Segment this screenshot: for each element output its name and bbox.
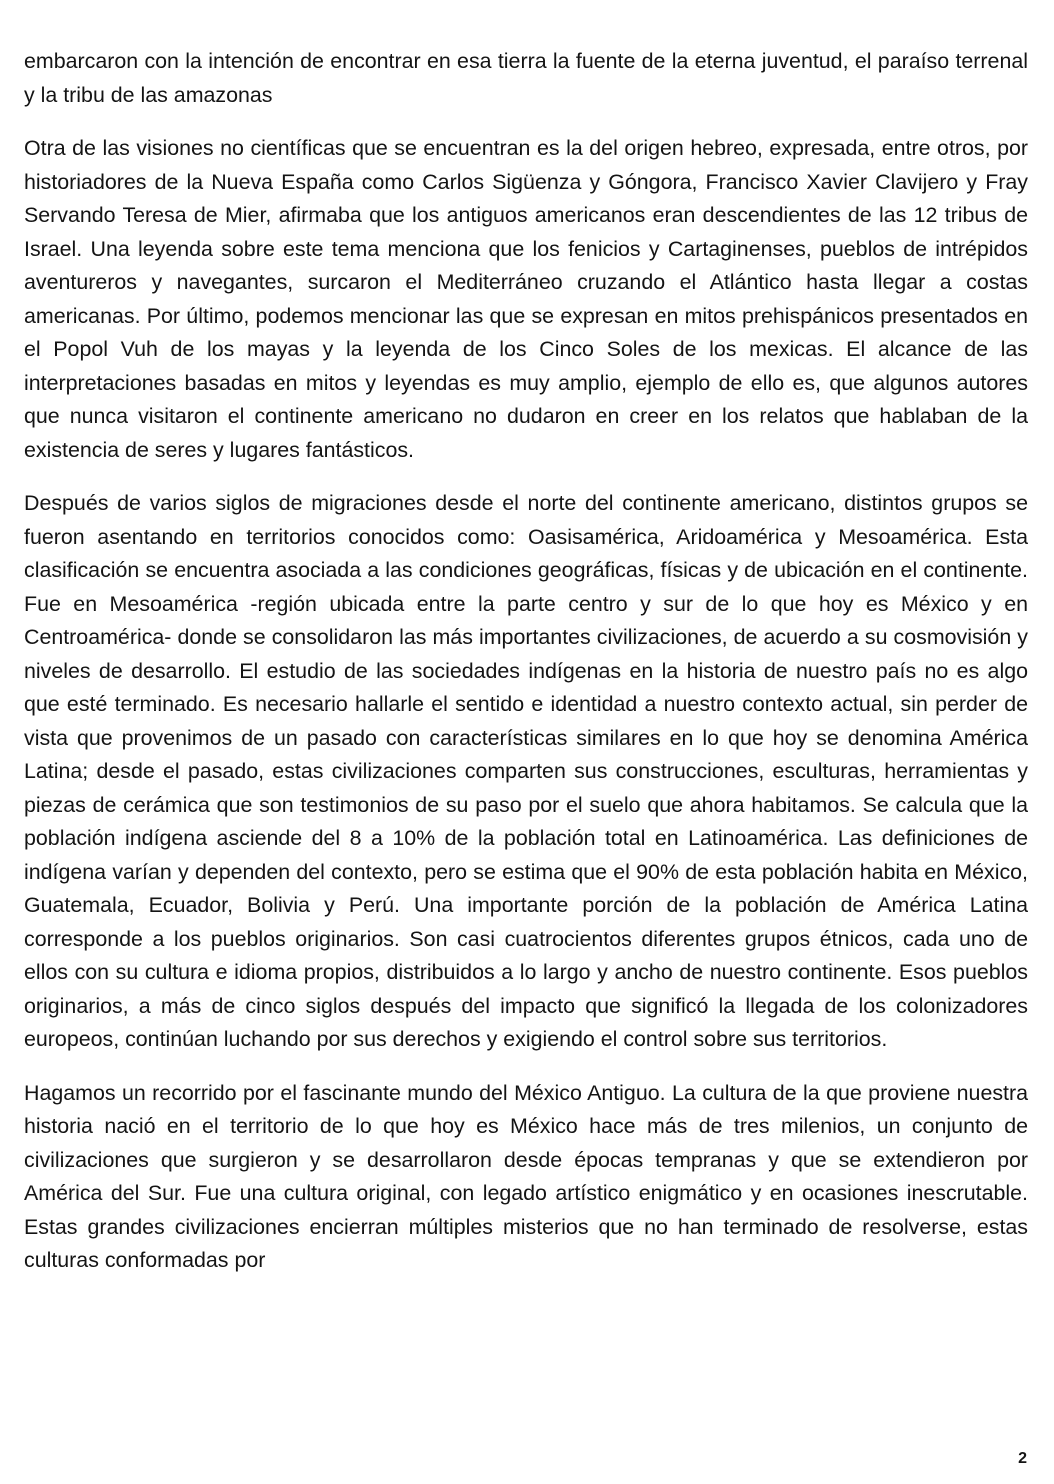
paragraph-hebrew-origin: Otra de las visiones no científicas que se encuentran es la del origen hebreo, expresada, entre otros, por historiadores de la Nueva España como Carlos Sigüenza y Góngora, Francisco Xavier Clavijero y Fray Servando Teresa de Mier, afirmaba que los antiguos americanos eran descendientes de las 12 tribus de Israel. Una leyenda sobre este tema menciona que los fenicios y Cartaginenses, pueblos de intrépidos aventureros y navegantes, surcaron el Mediterráneo cruzando el Atlántico hasta llegar a costas americanas. Por último, podemos mencionar las que se expresan en mitos prehispánicos presentados en el Popol Vuh de los mayas y la leyenda de los Cinco Soles de los mexicas. El alcance de las interpretaciones basadas en mitos y leyendas es muy amplio, ejemplo de ello es, que algunos autores que nunca visitaron el continente americano no dudaron en creer en los relatos que hablaban de la existencia de seres y lugares fantásticos. xyxy=(24,136,1028,462)
page-number: 2 xyxy=(1018,1450,1027,1467)
document-page xyxy=(24,45,1028,1278)
paragraph-migrations: Después de varios siglos de migraciones desde el norte del continente americano, distintos grupos se fueron asentando en territorios conocidos como: Oasisamérica, Aridoamérica y Mesoamérica. Esta clasificación se encuentra asociada a las condiciones geográficas, físicas y de ubicación en el continente. Fue en Mesoamérica -región ubicada entre la parte centro y sur de lo que hoy es México y en Centroamérica- donde se consolidaron las más importantes civilizaciones, de acuerdo a su cosmovisión y niveles de desarrollo. El estudio de las sociedades indígenas en la historia de nuestro país no es algo que esté terminado. Es necesario hallarle el sentido e identidad a nuestro contexto actual, sin perder de vista que provenimos de un pasado con características similares en lo que hoy se denomina América Latina; desde el pasado, estas civilizaciones comparten sus construcciones, esculturas, herramientas y piezas de cerámica que son testimonios de su paso por el suelo que ahora habitamos. Se calcula que la población indígena asciende del 8 a 10% de la población total en Latinoamérica. Las definiciones de indígena varían y dependen del contexto, pero se estima que el 90% de esta población habita en México, Guatemala, Ecuador, Bolivia y Perú. Una importante porción de la población de América Latina corresponde a los pueblos originarios. Son casi cuatrocientos diferentes grupos étnicos, cada uno de ellos con su cultura e idioma propios, distribuidos a lo largo y ancho de nuestro continente. Esos pueblos originarios, a más de cinco siglos después del impacto que significó la llegada de los colonizadores europeos, continúan luchando por sus derechos y exigiendo el control sobre sus territorios. xyxy=(24,491,1028,1051)
paragraph-ancient-mexico: Hagamos un recorrido por el fascinante mundo del México Antiguo. La cultura de la que proviene nuestra historia nació en el territorio de lo que hoy es México hace más de tres milenios, un conjunto de civilizaciones que surgieron y se desarrollaron desde épocas tempranas y que se extendieron por América del Sur. Fue una cultura original, con legado artístico enigmático y en ocasiones inescrutable. Estas grandes civilizaciones encierran múltiples misterios que no han terminado de resolverse, estas culturas conformadas por xyxy=(24,1080,1028,1272)
paragraph-continuation: embarcaron con la intención de encontrar en esa tierra la fuente de la eterna juventud, el paraíso terrenal y la tribu de las amazonas xyxy=(24,49,1028,107)
